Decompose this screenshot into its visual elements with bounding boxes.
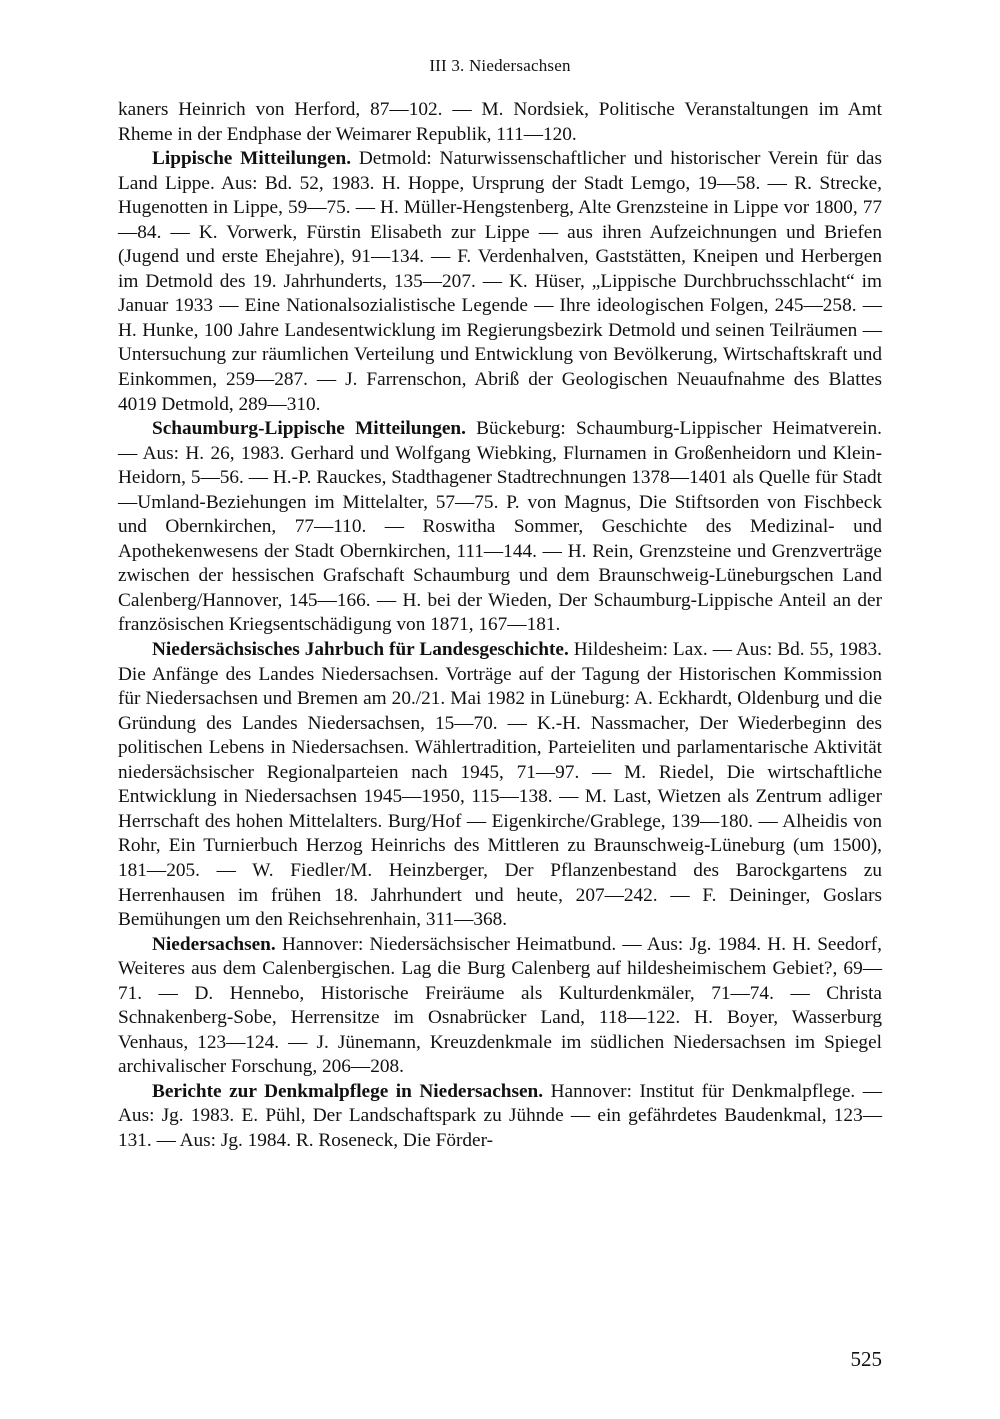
bibliography-entry-niedersachsen [118,933,882,1080]
entry-title: Lippische Mitteilungen. [152,148,352,170]
bibliography-entry-lippische [118,147,882,417]
bibliography-entry-denkmalpflege [118,1080,882,1154]
entry-title: Niedersächsisches Jahrbuch für Landesgeschichte. [152,639,569,661]
running-head: III 3. Niedersachsen [429,56,571,75]
entry-title: Schaumburg-Lippische Mitteilungen. [152,418,466,440]
entry-body: Hildesheim: Lax. — Aus: Bd. 55, 1983. Die Anfänge des Landes Niedersachsen. Vorträge auf der Tagung der Historischen Kommission für Niedersachsen und Bremen am 20./21. Mai 1982 in Lüneburg: A. Eckhardt, Oldenburg und die Gründung des Landes Niedersachsen, 15—70. — K.-H. Nassmacher, Der Wiederbeginn des politischen Lebens in Niedersachsen. Wählertradition, Parteieliten und parlamentarische Aktivität niedersächsischer Regionalparteien nach 1945, 71—97. — M. Riedel, Die wirtschaftliche Entwicklung in Niedersachsen 1945—1950, 115—138. — M. Last, Wietzen als Zentrum adliger Herrschaft des hohen Mittelalters. Burg/Hof — Eigenkirche/Grablege, 139—180. — Alheidis von Rohr, Ein Turnierbuch Herzog Heinrichs des Mittleren zu Braunschweig-Lüneburg (um 1500), 181—205. — W. Fiedler/M. Heinzberger, Der Pflanzenbestand des Barockgartens zu Herrenhausen im frühen 18. Jahrhundert und heute, 207—242. — F. Deininger, Goslars Bemühungen um den Reichsehrenhain, 311—368. [118,639,882,931]
page-number: 525 [850,1347,882,1371]
bibliography-entry-schaumburg [118,417,882,638]
entry-body: Detmold: Naturwissenschaftlicher und historischer Verein für das Land Lippe. Aus: Bd. 52, 1983. H. Hoppe, Ursprung der Stadt Lemgo, 19—58. — R. Strecke, Hugenotten in Lippe, 59—75. — H. Müller-Hengstenberg, Alte Grenzsteine in Lippe vor 1800, 77—84. — K. Vorwerk, Fürstin Elisabeth zur Lippe — aus ihren Aufzeichnungen und Briefen (Jugend und erste Ehejahre), 91—134. — F. Verdenhalven, Gaststätten, Kneipen und Herbergen im Detmold des 19. Jahrhunderts, 135—207. — K. Hüser, „Lippische Durchbruchsschlacht“ im Januar 1933 — Eine Nationalsozialistische Legende — Ihre ideologischen Folgen, 245—258. — H. Hunke, 100 Jahre Landesentwicklung im Regierungsbezirk Detmold und seinen Teilräumen — Untersuchung zur räumlichen Verteilung und Entwicklung von Bevölkerung, Wirtschaftskraft und Einkommen, 259—287. — J. Farrenschon, Abriß der Geologischen Neuaufnahme des Blattes 4019 Detmold, 289—310. [118,148,882,415]
entry-body: Hannover: Institut für Denkmalpflege. — Aus: Jg. 1983. E. Pühl, Der Landschaftspark zu Jühnde — ein gefährdetes Baudenkmal, 123—131. — Aus: Jg. 1984. R. Roseneck, Die Förder- [118,1080,882,1151]
entry-body: Bückeburg: Schaumburg-Lippischer Heimatverein. — Aus: H. 26, 1983. Gerhard und Wolfgang Wiebking, Flurnamen in Großenheidorn und Klein-Heidorn, 5—56. — H.-P. Rauckes, Stadthagener Stadtrechnungen 1378—1401 als Quelle für Stadt—Umland-Beziehungen im Mittelalter, 57—75. P. von Magnus, Die Stiftsorden von Fischbeck und Obernkirchen, 77—110. — Roswitha Sommer, Geschichte des Medizinal- und Apothekenwesens der Stadt Obernkirchen, 111—144. — H. Rein, Grenzsteine und Grenzverträge zwischen der hessischen Grafschaft Schaumburg und dem Braunschweig-Lüneburgschen Land Calenberg/Hannover, 145—166. — H. bei der Wieden, Der Schaumburg-Lippische Anteil an der französischen Kriegsentschädigung von 1871, 167—181. [118,418,882,636]
bibliography-entry-continued [118,98,882,147]
entry-title: Niedersachsen. [152,933,276,955]
document-page [118,56,882,1376]
entry-body: kaners Heinrich von Herford, 87—102. — M. Nordsiek, Politische Veranstaltungen im Amt Rheme in der Endphase der Weimarer Republik, 111—120. [118,99,882,145]
entry-body: Hannover: Niedersächsischer Heimatbund. — Aus: Jg. 1984. H. H. Seedorf, Weiteres aus dem Calenbergischen. Lag die Burg Calenberg auf hildesheimischem Gebiet?, 69—71. — D. Hennebo, Historische Freiräume als Kulturdenkmäler, 71—74. — Christa Schnakenberg-Sobe, Herrensitze im Osnabrücker Land, 118—122. H. Boyer, Wasserburg Venhaus, 123—124. — J. Jünemann, Kreuzdenkmale im südlichen Niedersachsen im Spiegel archivalischer Forschung, 206—208. [118,933,882,1078]
bibliography-entry-jahrbuch [118,638,882,933]
entry-title: Berichte zur Denkmalpflege in Niedersachsen. [152,1080,544,1102]
